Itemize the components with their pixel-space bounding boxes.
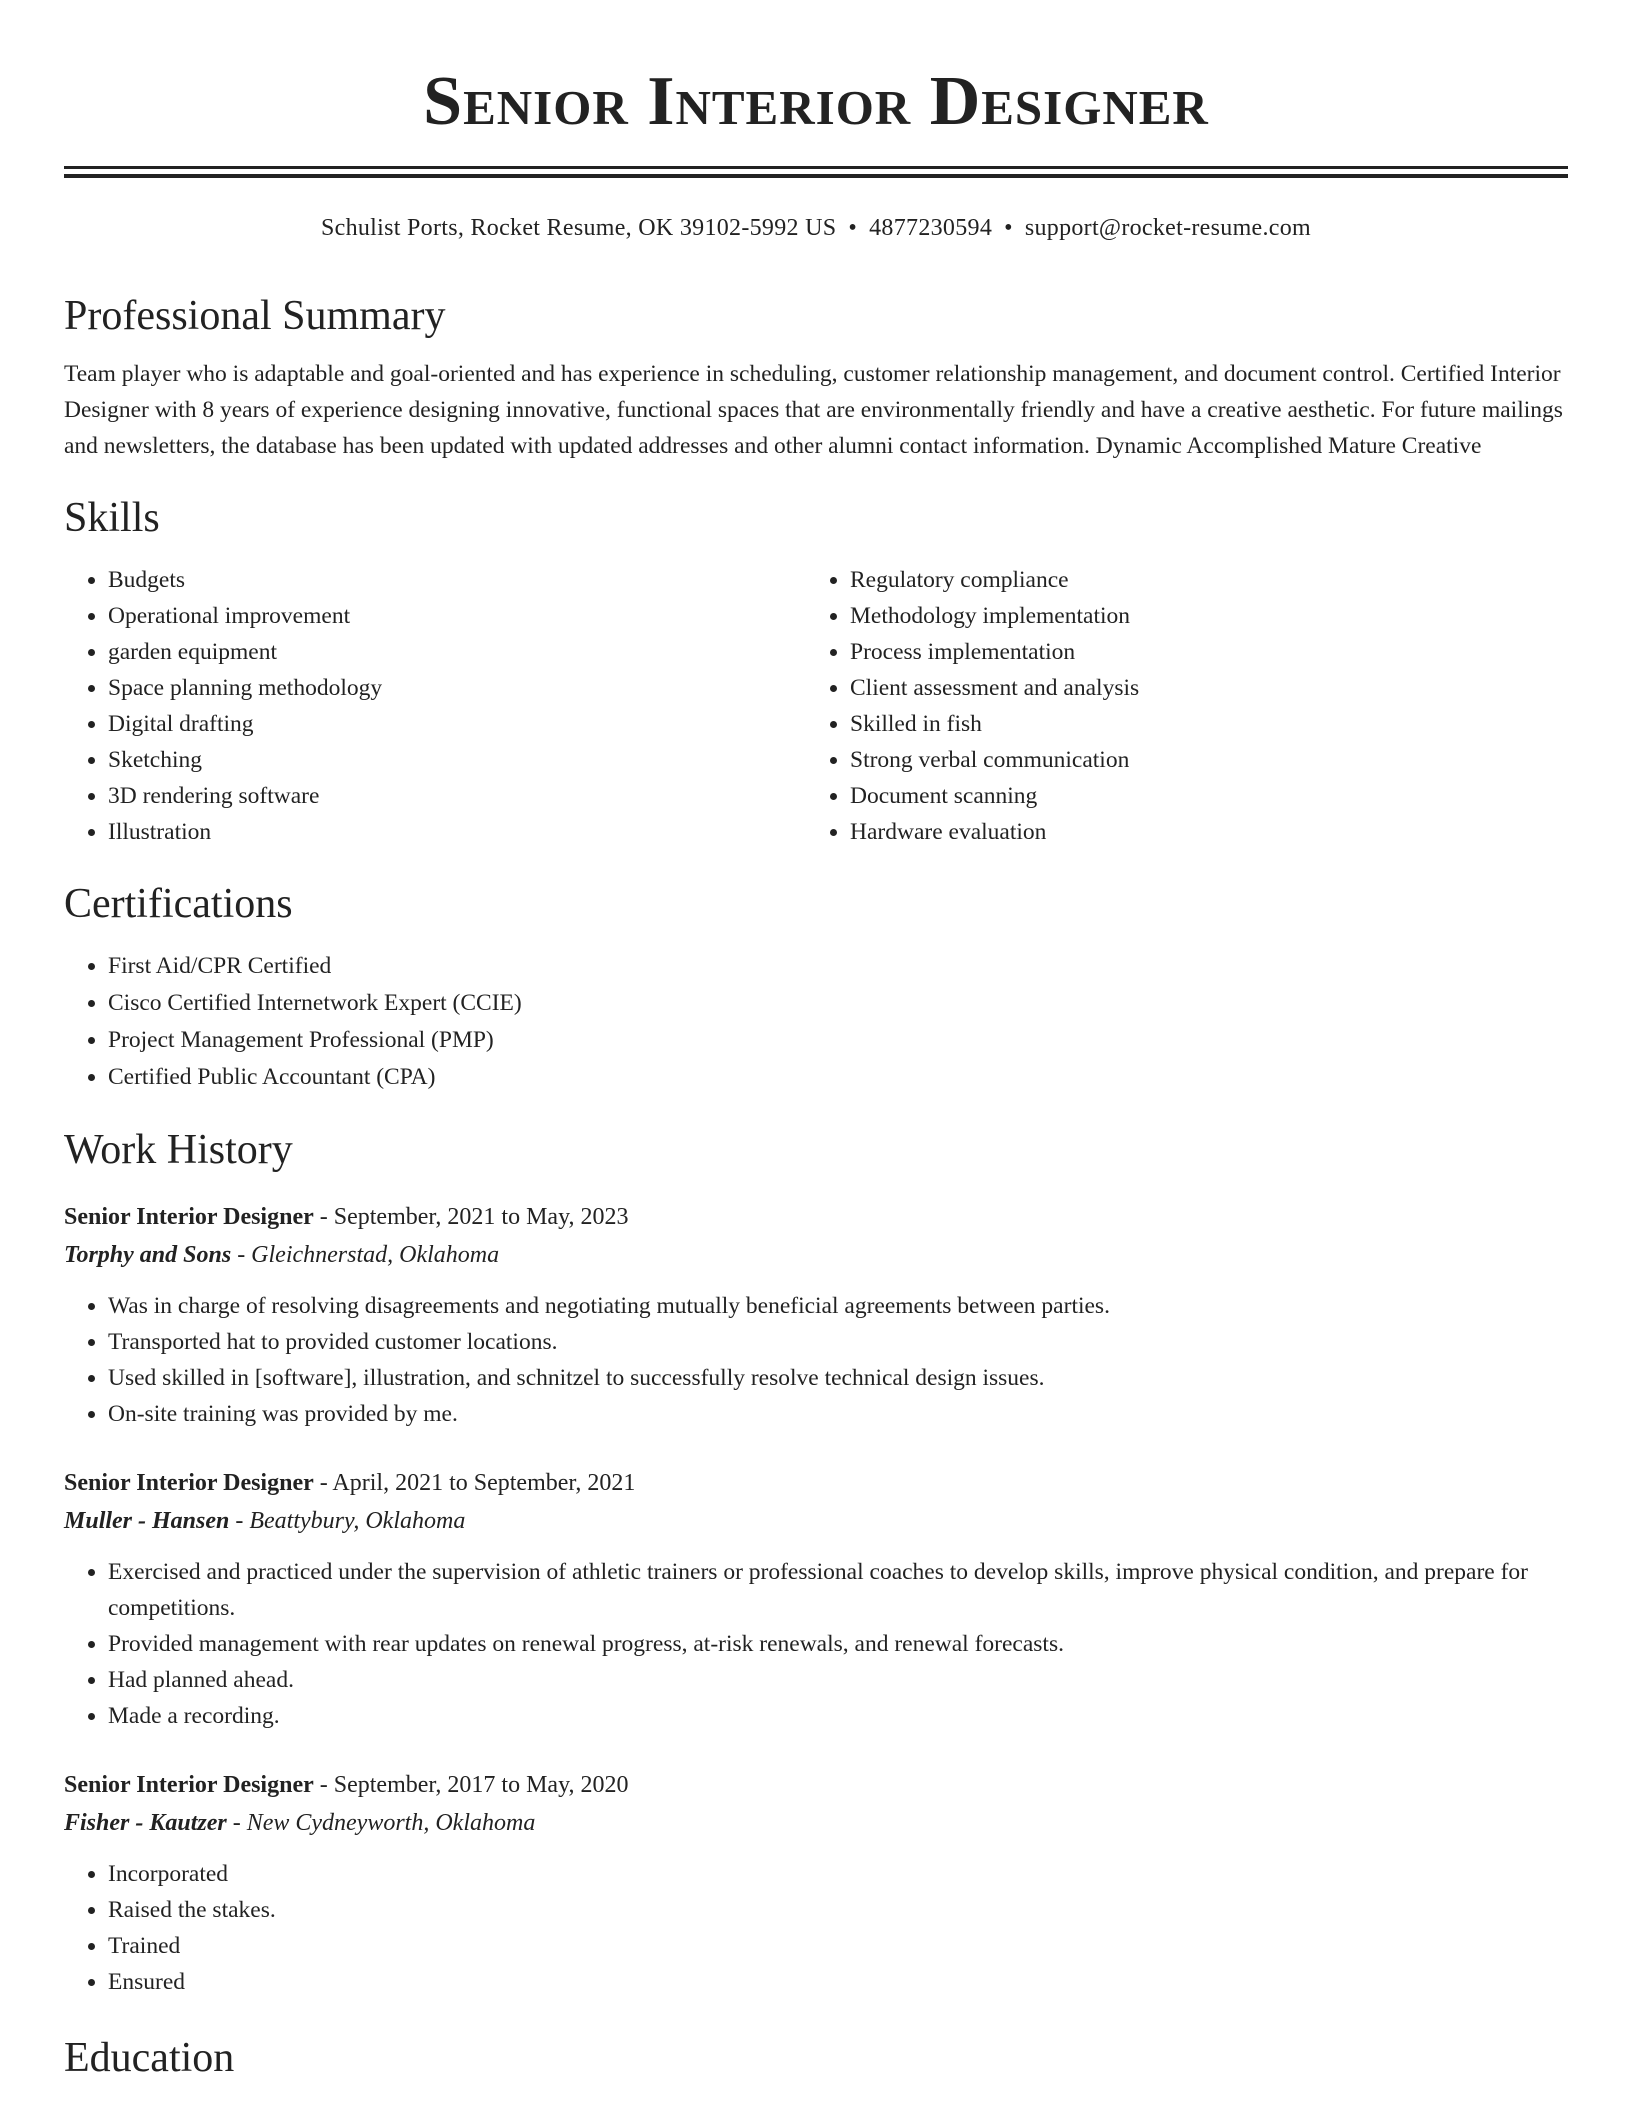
job-company-line <box>64 1502 1568 1540</box>
job-location: - New Cydneyworth, Oklahoma <box>226 1810 536 1836</box>
job-location: - Gleichnerstad, Oklahoma <box>231 1242 500 1268</box>
skill-item: • garden equipment <box>108 634 806 670</box>
contact-address: Schulist Ports, Rocket Resume, OK 39102-5992 US <box>320 215 837 241</box>
job-company: Muller - Hansen <box>64 1508 230 1534</box>
job-bullet: • Incorporated <box>108 1856 1568 1892</box>
skill-item: • Space planning methodology <box>108 670 806 706</box>
work-history-heading: Work History <box>64 1127 293 1173</box>
job-bullets <box>64 1856 1568 2000</box>
skill-item: • Hardware evaluation <box>850 814 1548 850</box>
skill-item: • Process implementation <box>850 634 1548 670</box>
certification-item: • Certified Public Accountant (CPA) <box>108 1059 1568 1096</box>
skills-list-left <box>64 562 806 850</box>
education-heading: Education <box>64 2035 235 2081</box>
skills-heading: Skills <box>64 495 160 541</box>
resume-title: Senior Interior Designer <box>423 63 1209 140</box>
job-bullets <box>64 1554 1568 1734</box>
job-bullet: • Raised the stakes. <box>108 1892 1568 1928</box>
skill-item: • Client assessment and analysis <box>850 670 1548 706</box>
job-bullet: • Used skilled in [software], illustration, and schnitzel to successfully resolve technical design issues. <box>108 1360 1568 1396</box>
job-bullet: • Trained <box>108 1928 1568 1964</box>
job-role: Senior Interior Designer <box>64 1470 314 1496</box>
resume-page <box>64 0 1568 2086</box>
certification-item: • Project Management Professional (PMP) <box>108 1022 1568 1059</box>
job-company-line <box>64 1804 1568 1842</box>
job-company: Fisher - Kautzer <box>64 1810 227 1836</box>
job-bullet: • Ensured <box>108 1964 1568 2000</box>
job-title-line <box>64 1198 1568 1236</box>
skill-item: • Skilled in fish <box>850 706 1548 742</box>
job-dates: - September, 2017 to May, 2020 <box>313 1772 629 1798</box>
job-company-line <box>64 1236 1568 1274</box>
job-bullet: • Provided management with rear updates on renewal progress, at-risk renewals, and renewal forecasts. <box>108 1626 1568 1662</box>
job-title-line <box>64 1464 1568 1502</box>
job-bullet: • Was in charge of resolving disagreements and negotiating mutually beneficial agreements between parties. <box>108 1288 1568 1324</box>
skill-item: • Sketching <box>108 742 806 778</box>
skill-item: • Budgets <box>108 562 806 598</box>
job-entry <box>64 1766 1568 2000</box>
job-entry <box>64 1464 1568 1734</box>
contact-separator: • <box>848 215 858 241</box>
job-bullet: • On-site training was provided by me. <box>108 1396 1568 1432</box>
job-company: Torphy and Sons <box>64 1242 232 1268</box>
skill-item: • Digital drafting <box>108 706 806 742</box>
job-role: Senior Interior Designer <box>64 1772 314 1798</box>
job-bullet: • Had planned ahead. <box>108 1662 1568 1698</box>
job-bullet: • Exercised and practiced under the supervision of athletic trainers or professional coaches to develop skills, improve physical condition, and prepare for competitions. <box>108 1554 1568 1626</box>
summary-heading: Professional Summary <box>64 293 446 339</box>
job-dates: - April, 2021 to September, 2021 <box>313 1470 636 1496</box>
skill-item: • Methodology implementation <box>850 598 1548 634</box>
certifications-list <box>64 948 1568 1096</box>
contact-email: support@rocket-resume.com <box>1024 215 1312 241</box>
title-double-rule <box>64 166 1568 178</box>
job-title-line <box>64 1766 1568 1804</box>
skill-item: • Operational improvement <box>108 598 806 634</box>
certifications-heading: Certifications <box>64 881 293 927</box>
contact-phone: 4877230594 <box>869 215 993 241</box>
contact-separator: • <box>1004 215 1013 241</box>
skill-item: • 3D rendering software <box>108 778 806 814</box>
job-bullet: • Transported hat to provided customer locations. <box>108 1324 1568 1360</box>
job-bullet: • Made a recording. <box>108 1698 1568 1734</box>
job-bullets <box>64 1288 1568 1432</box>
job-role: Senior Interior Designer <box>64 1204 314 1230</box>
job-dates: - September, 2021 to May, 2023 <box>313 1204 629 1230</box>
certification-item: • First Aid/CPR Certified <box>108 948 1568 985</box>
skill-item: • Strong verbal communication <box>850 742 1548 778</box>
skills-columns <box>64 562 1568 850</box>
skill-item: • Regulatory compliance <box>850 562 1548 598</box>
contact-line <box>64 212 1568 244</box>
job-location: - Beattybury, Oklahoma <box>229 1508 466 1534</box>
certification-item: • Cisco Certified Internetwork Expert (CCIE) <box>108 985 1568 1022</box>
summary-text: Team player who is adaptable and goal-oriented and has experience in scheduling, customer relationship management, and document control. Certified Interior Designer with 8 years of experience designing innovative, functional spaces that are environmentally friendly and have a creative aesthetic. For future mailings and newsletters, the database has been updated with updated addresses and other alumni contact information. Dynamic Accomplished Mature Creative <box>64 361 1563 459</box>
skill-item: • Illustration <box>108 814 806 850</box>
skill-item: • Document scanning <box>850 778 1548 814</box>
skills-list-right <box>806 562 1548 850</box>
job-entry <box>64 1198 1568 1432</box>
